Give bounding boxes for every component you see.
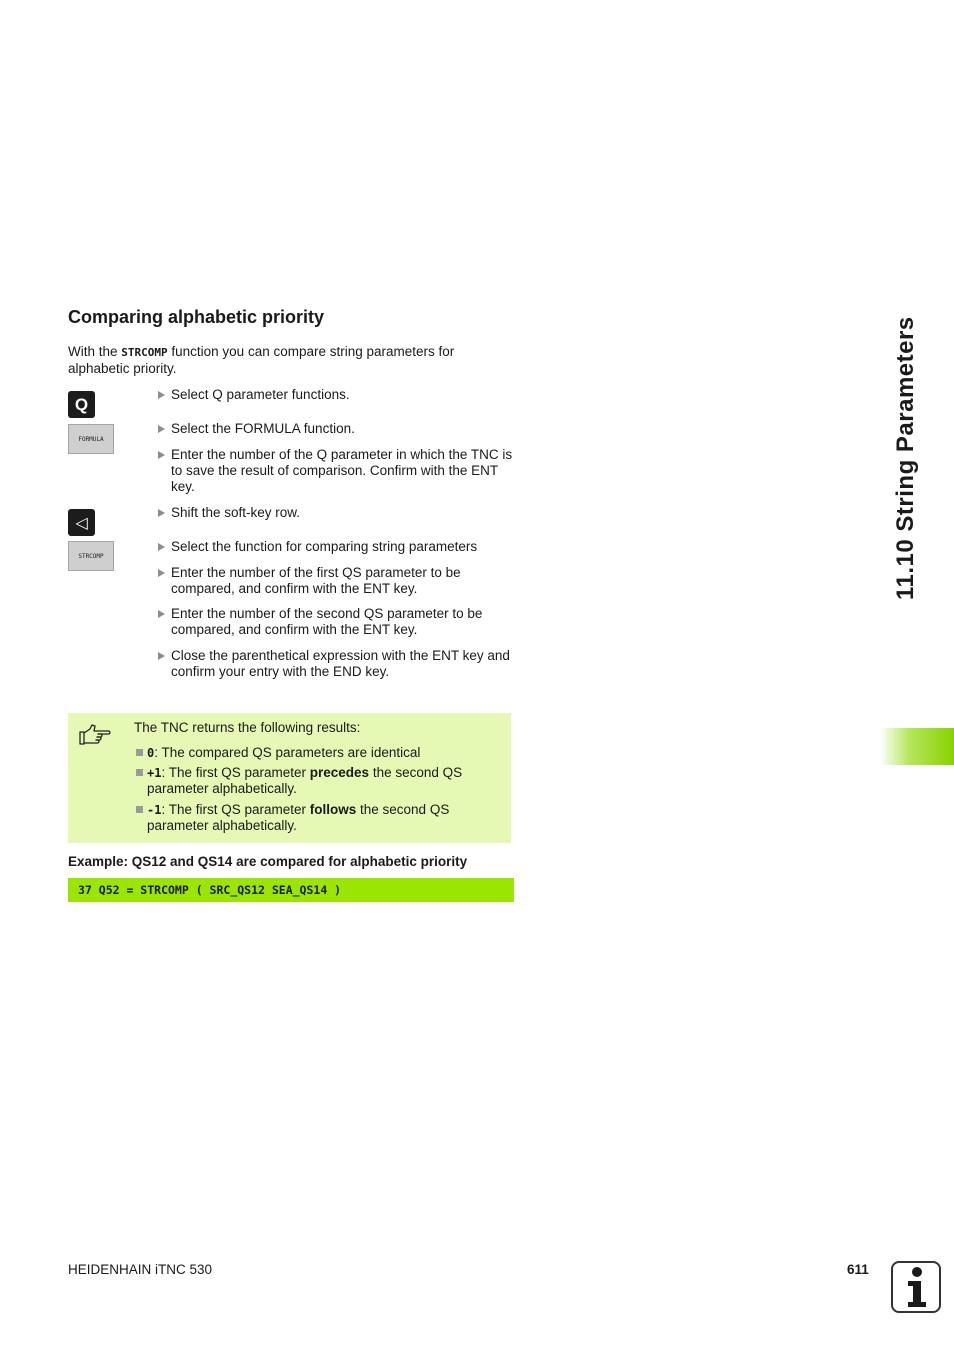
info-icon — [890, 1260, 942, 1314]
step-arrow-icon — [158, 543, 165, 551]
footer-product: HEIDENHAIN iTNC 530 — [68, 1262, 213, 1277]
step-text: Select the function for comparing string parameters — [171, 539, 478, 554]
step-item — [158, 565, 513, 597]
q-key[interactable]: Q — [68, 391, 95, 418]
step-arrow-icon — [158, 451, 165, 459]
formula-softkey[interactable]: FORMULA — [68, 424, 114, 454]
strcomp-softkey[interactable]: STRCOMP — [68, 541, 114, 571]
step-arrow-icon — [158, 569, 165, 577]
pointing-hand-icon — [78, 723, 112, 747]
bullet-square-icon — [136, 806, 143, 813]
step-arrow-icon — [158, 509, 165, 517]
note-list-item — [134, 802, 494, 834]
step-text: Enter the number of the first QS parameter to be compared, and confirm with the ENT key. — [171, 565, 461, 596]
shift-softkey-row-key[interactable]: ◁ — [68, 509, 95, 536]
section-heading: Comparing alphabetic priority — [68, 307, 325, 327]
step-item — [158, 539, 513, 555]
chapter-side-title: 11.10 String Parameters — [892, 316, 919, 600]
intro-paragraph — [68, 344, 508, 377]
step-text: Close the parenthetical expression with the ENT key and confirm your entry with the END key. — [171, 648, 510, 679]
result-text-tail: the second QS parameter alphabetically. — [147, 802, 450, 833]
note-list-item — [134, 765, 494, 797]
result-emphasis: precedes — [309, 765, 370, 780]
note-box — [68, 713, 511, 843]
example-code-line: 37 Q52 = STRCOMP ( SRC_QS12 SEA_QS14 ) — [68, 878, 514, 902]
result-code: -1 — [147, 803, 162, 817]
bullet-square-icon — [136, 749, 143, 756]
result-text-tail: the second QS parameter alphabetically. — [147, 765, 463, 796]
result-text: : The compared QS parameters are identical — [154, 745, 421, 760]
note-list-item — [134, 745, 494, 761]
step-text: Select Q parameter functions. — [171, 387, 350, 402]
strcomp-keyword: STRCOMP — [121, 346, 168, 359]
step-item — [158, 505, 513, 521]
result-code: 0 — [147, 746, 155, 760]
step-arrow-icon — [158, 391, 165, 399]
chapter-tab-marker — [880, 728, 954, 765]
example-title: Example: QS12 and QS14 are compared for alphabetic priority — [68, 854, 468, 869]
step-arrow-icon — [158, 652, 165, 660]
result-code: +1 — [147, 766, 162, 780]
step-text: Shift the soft-key row. — [171, 505, 301, 520]
step-item — [158, 421, 513, 437]
step-item — [158, 447, 513, 495]
step-arrow-icon — [158, 610, 165, 618]
step-item — [158, 648, 513, 680]
step-text: Select the FORMULA function. — [171, 421, 355, 436]
step-text: Enter the number of the Q parameter in which the TNC is to save the result of comparison. Confirm with the ENT key. — [171, 447, 513, 494]
result-emphasis: follows — [309, 802, 357, 817]
intro-text-before: With the — [68, 344, 122, 359]
step-arrow-icon — [158, 425, 165, 433]
result-text: : The first QS parameter — [161, 802, 310, 817]
step-text: Enter the number of the second QS parameter to be compared, and confirm with the ENT key. — [171, 606, 483, 637]
page-number: 611 — [847, 1262, 869, 1277]
intro-text-after: function you can compare string parameters for alphabetic priority. — [68, 344, 455, 376]
step-item — [158, 387, 513, 403]
bullet-square-icon — [136, 769, 143, 776]
step-item — [158, 606, 513, 638]
result-text: : The first QS parameter — [161, 765, 310, 780]
note-lead: The TNC returns the following results: — [134, 720, 361, 735]
